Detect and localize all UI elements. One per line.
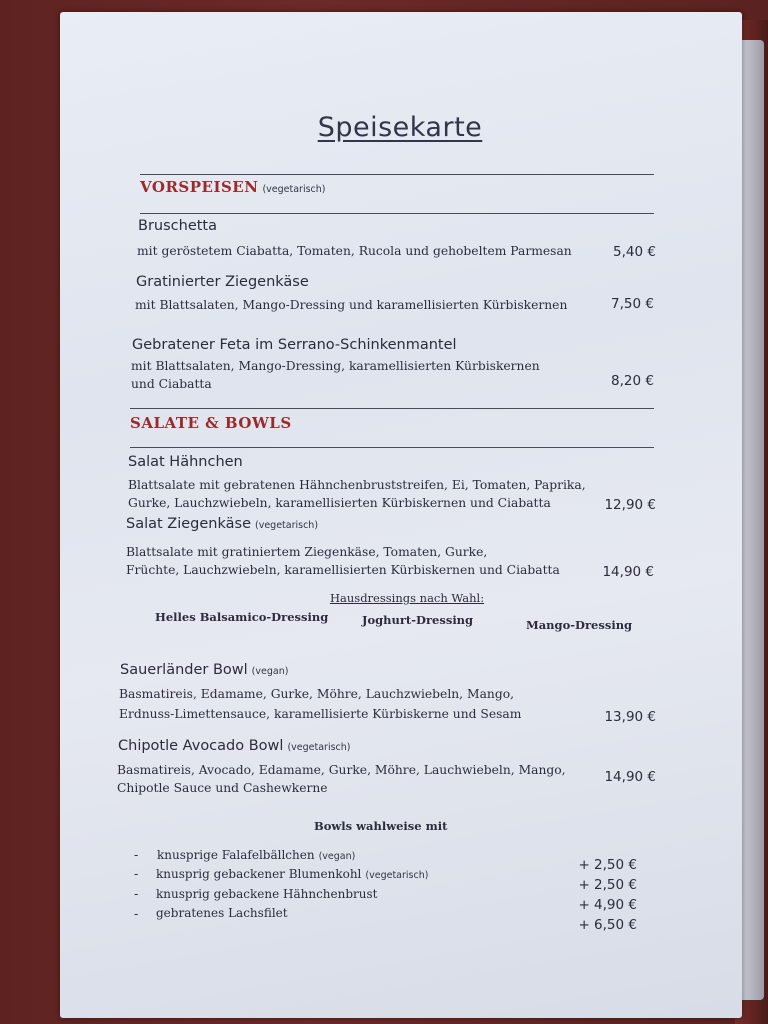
addon-tag: (vegetarisch): [365, 870, 429, 881]
addon-price: + 2,50 €: [578, 857, 637, 873]
addon-label: knusprige Falafelbällchen: [157, 848, 315, 862]
addon-price: + 6,50 €: [578, 917, 637, 933]
addon-dash: -: [134, 848, 139, 862]
addon-price: + 2,50 €: [578, 877, 637, 893]
item-desc: Basmatireis, Avocado, Edamame, Gurke, Möhre, Lauchwiebeln, Mango,: [117, 763, 566, 777]
item-price: 5,40 €: [613, 244, 656, 260]
addon-item: [156, 906, 288, 920]
dressing-option: Helles Balsamico-Dressing: [155, 610, 329, 624]
addon-label: gebratenes Lachsfilet: [156, 906, 288, 920]
item-tag: (vegan): [251, 666, 289, 677]
plastic-sleeve-edge: [742, 40, 764, 1000]
item-desc: mit geröstetem Ciabatta, Tomaten, Rucola und gehobeltem Parmesan: [137, 244, 572, 258]
item-price: 7,50 €: [611, 296, 654, 312]
item-name-sauerlaender-bowl: [120, 662, 288, 678]
divider: [130, 408, 654, 409]
item-desc: mit Blattsalaten, Mango-Dressing und karamellisierten Kürbiskernen: [135, 298, 568, 312]
item-desc: und Ciabatta: [131, 377, 212, 391]
addons-heading: Bowls wahlweise mit: [314, 819, 448, 833]
dressing-option: Mango-Dressing: [526, 618, 633, 632]
item-tag: (vegetarisch): [255, 520, 319, 531]
addon-tag: (vegan): [318, 851, 356, 862]
item-name-salat-haehnchen: Salat Hähnchen: [128, 454, 243, 470]
item-desc: Basmatireis, Edamame, Gurke, Möhre, Lauchzwiebeln, Mango,: [119, 687, 515, 701]
item-desc: Gurke, Lauchzwiebeln, karamellisierten Kürbiskernen und Ciabatta: [128, 496, 551, 510]
section-title: VORSPEISEN: [140, 178, 259, 196]
item-title: Chipotle Avocado Bowl: [118, 738, 284, 754]
section-heading-vorspeisen: [140, 178, 326, 196]
item-desc: Früchte, Lauchzwiebeln, karamellisierten Kürbiskernen und Ciabatta: [126, 563, 560, 577]
addon-dash: -: [134, 907, 139, 921]
addon-price: + 4,90 €: [578, 897, 637, 913]
section-tag: (vegetarisch): [262, 184, 326, 195]
divider: [140, 213, 654, 214]
item-desc: Blattsalate mit gratiniertem Ziegenkäse, Tomaten, Gurke,: [126, 545, 488, 559]
item-price: 12,90 €: [604, 497, 656, 513]
page-title: Speisekarte: [317, 112, 483, 143]
item-name-bruschetta: Bruschetta: [138, 218, 217, 234]
divider: [130, 447, 654, 448]
item-price: 8,20 €: [611, 373, 654, 389]
addon-item: [157, 848, 355, 862]
item-price: 14,90 €: [602, 564, 654, 580]
item-desc: Erdnuss-Limettensauce, karamellisierte Kürbiskerne und Sesam: [119, 707, 522, 721]
item-title: Sauerländer Bowl: [120, 662, 248, 678]
addon-dash: -: [134, 887, 139, 901]
menu-page: [70, 20, 730, 1010]
addon-item: [156, 887, 377, 901]
item-name-ziegenkaese: Gratinierter Ziegenkäse: [136, 274, 309, 290]
addon-label: knusprig gebackene Hähnchenbrust: [156, 887, 378, 901]
item-desc: Chipotle Sauce und Cashewkerne: [117, 781, 328, 795]
addon-label: knusprig gebackener Blumenkohl: [156, 867, 362, 881]
item-name-chipotle-bowl: [118, 738, 350, 754]
item-price: 14,90 €: [604, 769, 656, 785]
item-desc: Blattsalate mit gebratenen Hähnchenbruststreifen, Ei, Tomaten, Paprika,: [128, 478, 586, 492]
dressings-heading: Hausdressings nach Wahl:: [330, 591, 485, 605]
item-price: 13,90 €: [604, 709, 656, 725]
dressing-option: Joghurt-Dressing: [362, 613, 474, 627]
item-name-feta: Gebratener Feta im Serrano-Schinkenmantel: [132, 337, 457, 353]
section-heading-salate-bowls: [130, 414, 292, 432]
item-desc: mit Blattsalaten, Mango-Dressing, karamellisierten Kürbiskernen: [131, 359, 540, 373]
divider: [140, 174, 654, 175]
addon-item: [156, 867, 428, 881]
item-name-salat-ziegenkaese: [126, 516, 318, 532]
item-tag: (vegetarisch): [287, 742, 351, 753]
section-title: SALATE & BOWLS: [130, 414, 292, 432]
item-title: Salat Ziegenkäse: [126, 516, 251, 532]
addon-dash: -: [134, 867, 139, 881]
